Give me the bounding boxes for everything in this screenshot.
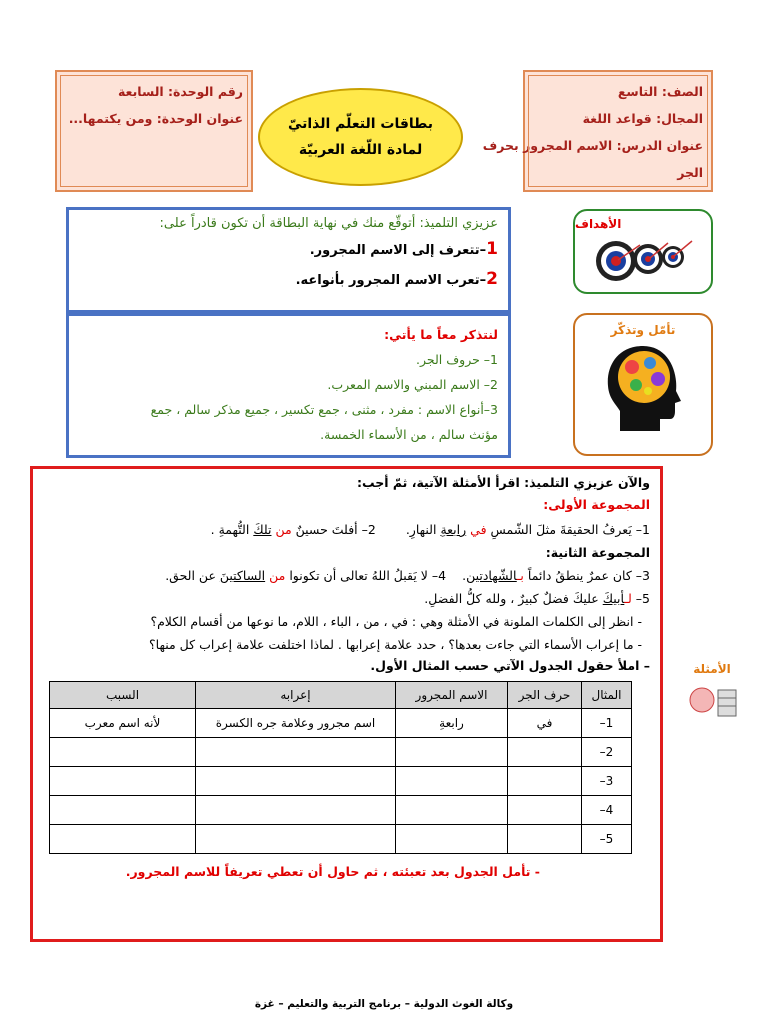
- examples-box: [30, 466, 663, 942]
- examples-label: الأمثلة: [693, 662, 731, 676]
- goal-text-2: –تعرب الاسم المجرور بأنواعه.: [295, 273, 487, 288]
- table-cell[interactable]: [508, 767, 582, 796]
- table-row: [50, 767, 632, 796]
- table-header-row: [50, 682, 632, 709]
- header-info-box: [482, 70, 713, 192]
- table-cell[interactable]: [196, 767, 396, 796]
- table-cell[interactable]: [396, 825, 508, 854]
- table-row: [50, 709, 632, 738]
- table-cell[interactable]: [50, 796, 196, 825]
- table-cell[interactable]: [508, 796, 582, 825]
- table-cell: 4–: [582, 796, 632, 825]
- table-header-cell: المثال: [582, 682, 632, 709]
- table-header-cell: إعرابه: [196, 682, 396, 709]
- example-4: 4– لا يَقبلُ اللهُ تعالى أن تكونوا من الساكتينَ عن الحق.: [165, 568, 447, 583]
- goals-side-box: [573, 209, 713, 294]
- table-row: [50, 825, 632, 854]
- unit-number: رقم الوحدة: السابعة: [117, 84, 243, 99]
- table-cell[interactable]: [508, 825, 582, 854]
- table-cell[interactable]: [50, 825, 196, 854]
- question-3: – املأ حقول الجدول الآتي حسب المثال الأول.: [370, 658, 650, 673]
- unit-title: عنوان الوحدة: ومن يكتمها...: [68, 111, 243, 126]
- final-note: - تأمل الجدول بعد تعبئته ، ثم حاول أن تعطي تعريفاً للاسم المجرور.: [125, 864, 540, 879]
- unit-info-box: [55, 70, 253, 192]
- examples-intro: والآن عزيزي التلميذ: اقرأ الأمثلة الآتية، ثمّ أجب:: [356, 475, 650, 490]
- target-icon: [588, 233, 698, 283]
- goals-label: الأهداف: [575, 217, 622, 231]
- reflect-item-3-line1: 3–أنواع الاسم : مفرد ، مثنى ، جمع تكسير ، جميع مذكر سالم ، جمع: [150, 402, 498, 417]
- goal-num-2: 2: [486, 269, 498, 289]
- table-cell: لأنه اسم معرب: [50, 709, 196, 738]
- table-cell: 3–: [582, 767, 632, 796]
- group1-examples: [43, 522, 650, 537]
- reflect-intro: لنتذكر معاً ما يأتي:: [384, 327, 498, 342]
- group2-title: المجموعة الثانية:: [545, 545, 650, 560]
- examples-side-label: [672, 662, 752, 726]
- example-1: 1– يَعرفُ الحقيقةَ مثلَ الشّمسِ في رابعةِ النهارِ.: [405, 522, 650, 537]
- table-cell: 2–: [582, 738, 632, 767]
- footer-text: وكالة الغوث الدولية – برنامج التربية والتعليم – غزة: [254, 998, 514, 1010]
- table-cell[interactable]: [396, 767, 508, 796]
- field-label: المجال: قواعد اللغة: [582, 111, 703, 126]
- grade-label: الصف: التاسع: [617, 84, 703, 99]
- brain-head-icon: [598, 341, 688, 436]
- example-2: 2– أفلتَ حسينٌ من تلكَ التُّهمةِ .: [210, 522, 376, 537]
- goals-content-box: [66, 207, 511, 313]
- question-2: - ما إعراب الأسماء التي جاءت بعدها؟ ، حدد علامة إعرابها . لماذا اختلفت علامة إعراب كل منها؟: [149, 637, 642, 652]
- goal-item-1: [79, 239, 498, 259]
- table-cell: في: [508, 709, 582, 738]
- table-cell[interactable]: [396, 738, 508, 767]
- group1-title: المجموعة الأولى:: [543, 497, 650, 512]
- goals-intro: عزيزي التلميذ: أتوقّع منك في نهاية البطاقة أن تكون قادراً على:: [159, 216, 498, 231]
- table-cell: رابعةِ: [396, 709, 508, 738]
- reflect-item-3-line2: مؤنث سالم ، من الأسماء الخمسة.: [320, 427, 498, 442]
- table-header-cell: الاسم المجرور: [396, 682, 508, 709]
- table-cell[interactable]: [50, 767, 196, 796]
- reflect-label: تأمّل وتذكّر: [610, 323, 676, 337]
- table-cell[interactable]: [196, 825, 396, 854]
- question-1: - انظر إلى الكلمات الملونة في الأمثلة وهي : في ، من ، الباء ، اللام، ما نوعها من أقسام الكلام؟: [150, 614, 642, 629]
- table-row: [50, 796, 632, 825]
- table-cell: اسم مجرور وعلامة جره الكسرة: [196, 709, 396, 738]
- table-cell[interactable]: [50, 738, 196, 767]
- goal-item-2: [79, 269, 498, 289]
- reflect-content-box: [66, 313, 511, 458]
- lesson-title-line1: عنوان الدرس: الاسم المجرور بحرف: [482, 138, 703, 153]
- title-line2: لمادة اللّغة العربيّة: [298, 142, 423, 158]
- fill-table: [49, 681, 632, 854]
- group2-row1: [43, 568, 650, 583]
- table-cell[interactable]: [196, 796, 396, 825]
- reflect-side-box: [573, 313, 713, 456]
- reflect-item-1: 1– حروف الجر.: [416, 352, 498, 367]
- table-header-cell: السبب: [50, 682, 196, 709]
- lesson-title-line2: الجر: [677, 165, 703, 180]
- title-oval: [258, 88, 463, 186]
- example-5: 5– لـأبيكَ عليكَ فضلٌ كبيرٌ ، ولله كلُّ الفضلِ.: [424, 591, 650, 606]
- reflect-item-2: 2– الاسم المبني والاسم المعرب.: [327, 377, 498, 392]
- thinker-icon: [682, 682, 742, 722]
- title-line1: بطاقات التعلّم الذاتيّ: [287, 116, 434, 132]
- table-cell[interactable]: [396, 796, 508, 825]
- table-cell[interactable]: [196, 738, 396, 767]
- table-cell: 1–: [582, 709, 632, 738]
- table-header-cell: حرف الجر: [508, 682, 582, 709]
- table-row: [50, 738, 632, 767]
- example-3: 3– كان عمرٌ ينطقُ دائماً بـالشّهادتين.: [462, 568, 650, 583]
- goal-num-1: 1: [486, 239, 498, 259]
- table-cell[interactable]: [508, 738, 582, 767]
- goal-text-1: –تتعرف إلى الاسم المجرور.: [309, 243, 487, 258]
- table-cell: 5–: [582, 825, 632, 854]
